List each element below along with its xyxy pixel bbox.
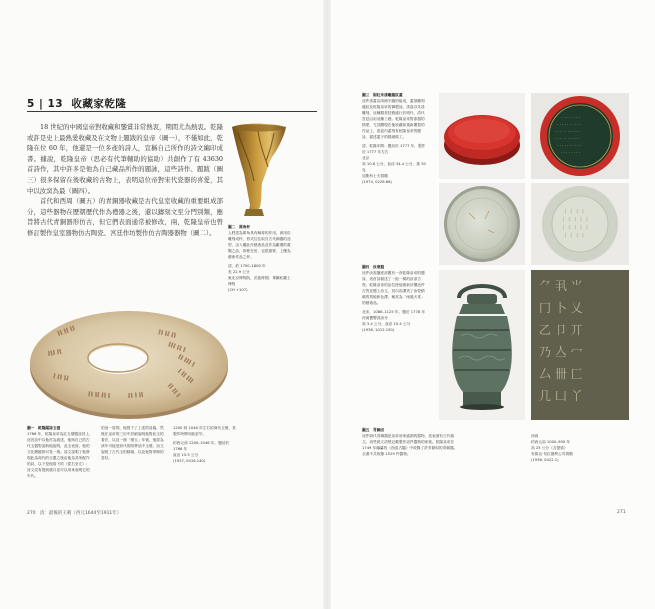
section-heading: [27, 96, 126, 111]
rhino-horn-cup-image: [228, 121, 288, 218]
fig5-caption-period: 西周: [531, 434, 539, 438]
svg-text:‖ ‖‖ ‖‖‖: ‖ ‖‖ ‖‖‖: [176, 367, 195, 385]
body-text: [27, 122, 223, 239]
section-number: 5 | 13: [27, 98, 64, 110]
fig3-caption-museum: 加斯科士夫捐贈: [362, 174, 388, 178]
fig5-caption-col1: [362, 427, 458, 457]
jade-bi-disc-image: [28, 305, 230, 422]
section-title: 收藏家乾隆: [71, 98, 127, 110]
svg-text:· · · · · · · · · ·: · · · · · · · · · ·: [557, 143, 582, 148]
left-running-footer: 清：最後的王朝（西元1644至1911年）: [39, 511, 122, 516]
fig1-caption-col2: [101, 425, 167, 461]
fig3-caption-size: 高 10.8 公分，直徑 34.4 公分，重 30 克: [362, 162, 426, 172]
svg-text:· · · · · · · · · ·: · · · · · · · · · ·: [555, 136, 580, 141]
svg-text:· · · · · · · · · ·: · · · · · · · · · ·: [557, 122, 582, 127]
bronze-inscription-image: [531, 270, 629, 420]
fig1-caption-title: 圖一 乾隆題詩玉璧: [27, 426, 61, 430]
fig2-caption: [228, 224, 294, 293]
svg-text:‖‖ ‖‖ ‖‖: ‖‖ ‖‖ ‖‖: [56, 325, 76, 337]
fig5-caption-date: 約西元前 1000–900 年: [531, 440, 571, 444]
body-paragraph-1: 18 世紀的中國皇帝對收藏和鑒賞非常熱衷，期間尤為熱衷。乾隆或許是史上最熱愛收藏及在文物上題跋的皇帝（圖一），不僅如此，乾隆在位 60 年，他還是一位多產的詩人，宣稱自己所作的詩文編印成書。據說，乾隆皇帝（思必有代筆輔助的協助）共創作了有 43630 首詩作，其中許多是他為自己藏品所作的題詠，這些詩作、題跋（圖三）很多保留在後收藏的古物上，表明這位帝對宋代瓷器的喜愛，其中以汝窯為最（圖四）。: [27, 123, 223, 195]
svg-text:冂 卜 乂: 冂 卜 乂: [539, 301, 583, 315]
left-page-number: 270: [27, 511, 36, 516]
svg-text:‖ ‖‖ ‖‖: ‖ ‖‖ ‖‖: [52, 373, 70, 382]
svg-text:乃 亼 冖: 乃 亼 冖: [539, 345, 583, 359]
ru-dish-base-inscription-image: [531, 183, 629, 265]
fig4-caption-acc: (1936, 1012.150): [362, 328, 395, 332]
ru-ware-dish-image: [439, 183, 525, 265]
svg-text:‖‖ ‖‖‖ ‖: ‖‖ ‖‖‖ ‖: [177, 353, 196, 368]
fig4-caption-text: 這件汝窯盤底部題有一首乾隆皇帝的題詩，這首詩描述了一組一樣的汝窯古瓷。乾隆皇帝的品位使他重新評價這件古瓷並題上詩文，其內容讚美了汝瓷精緻的質地和色澤，稱其為「雨過天青」的藝術品。: [362, 271, 425, 305]
lacquer-lid-inscription-image: [531, 93, 629, 179]
fig3-caption-date: 清，乾隆年間：題詩於 1777 年，製作於 1777 年左右: [362, 144, 426, 154]
svg-text:· · · · · · · ·: · · · · · · · ·: [561, 150, 581, 155]
fig1-caption-size: 直徑 15.5 公分: [173, 453, 199, 457]
svg-text:⺈ 丮 ⺌: ⺈ 丮 ⺌: [539, 279, 583, 293]
fig3-caption-text: 這件漆蓋由兩個半圓形組成，蓋頂雕刻龍紋及乾隆皇帝的御製詩。漆盒以朱漆雕刻，這種精美技藝盛行於明代，清代宮廷沿用這種工藝。乾隆皇帝對漆器的熱愛，尤其體現在他收藏和重新題寫的作品上，漆盒內蓋刻有乾隆皇帝的題詩，描述蓋子的精細做工。: [362, 99, 425, 139]
fig5-caption-size: 高 25 公分（含提梁）: [531, 446, 568, 450]
fig4-caption-place: 河南寶豐清涼寺: [362, 316, 388, 320]
svg-text:‖‖ ‖ ‖‖: ‖‖ ‖ ‖‖: [127, 391, 144, 399]
fig1-caption-text-3: 1200 到 1046 年左右的商代玉璧，其製作時間可能更早。: [173, 426, 236, 436]
fig1-caption-text-2: 的這一原則，他寫下了上述的詩篇，然後在皇帝的三臣中詳細說明他對此玉的看法，以及一個「璧玉」年號，他認為該年可能是前代的陪葬品中玉璧。詩文說明了古代玉的精細，以及他對形制的喜好。: [101, 426, 164, 460]
bronze-you-vessel-image: [439, 270, 525, 420]
fig4-caption-date: 北宋，1086–1125 年，題於 1778 年: [362, 310, 426, 314]
fig5-caption-text: 這件商代青銅器是皇帝用來盛酒的器物，其表面有古代銘文。這些銘文清楚記載製作這件器物的家族。乾隆皇帝在 1749 年編纂的《西清古鑑》中收錄了許多類似的青銅器。全書中共收錄 1529 件器物。: [362, 434, 458, 456]
svg-text:‖‖ ‖‖ ‖: ‖‖ ‖‖ ‖: [166, 382, 182, 399]
fig4-caption: [362, 264, 428, 333]
fig1-caption-acc: (1937, 0416.140): [173, 459, 206, 463]
svg-text:厶 卌 匚: 厶 卌 匚: [539, 367, 583, 381]
book-gutter: [323, 0, 331, 609]
fig3-caption: [362, 92, 428, 185]
fig2-caption-museum: 東北京博物院，沃茲時期，專屬私藏土博物: [228, 276, 291, 286]
fig5-caption-title: 圖五 青銅卣: [362, 428, 385, 432]
fig2-caption-acc: (CH +107): [228, 288, 248, 292]
svg-text:· · · · · · · ·: · · · · · · · ·: [561, 115, 581, 120]
lacquer-box-closed-image: [439, 93, 525, 179]
fig1-caption-date: 約西元前 1200–1046 年，題詩於 1766 年: [173, 441, 230, 451]
svg-text:‖‖‖ ‖‖ ‖: ‖‖‖ ‖‖ ‖: [167, 341, 187, 354]
left-footer: [27, 510, 121, 516]
svg-text:丨 丨 丨 丨 丨: 丨 丨 丨 丨 丨: [561, 218, 590, 223]
svg-text:‖‖‖ ‖‖: ‖‖‖ ‖‖: [47, 348, 63, 357]
right-footer: [617, 510, 626, 515]
fig2-caption-text: 人們認為犀角具有解毒的作用，被用於雕刻成杯，形式往往取自古代銅器的造型，由入雕此作藝術品及作為獻禮的賞賜之品，即使在世，也很重要、上擺為藝術作品之杯。: [228, 231, 291, 259]
fig2-caption-date: 清，約 1700–1800 年: [228, 264, 266, 268]
svg-text:· · · · · · · · · ·: · · · · · · · · · ·: [555, 129, 580, 134]
fig1-caption-text-1: 1766 年，乾隆皇帝為紅玉璧題詩其上，這首詩中以他作為敘述，他與自己的古代玉器對話般地說明，此玉表面，他的文化興趣即可見一斑。詩文說明了他發現此為周代的玉器之後由他為其所配作的詩，以下是他寫下的（從右至左）：詩文沒有提到歲月並可以用來表明它的年代。: [27, 432, 93, 478]
fig2-caption-size: 長 22.9 公分: [228, 270, 250, 274]
svg-text:丨 丨 丨 丨: 丨 丨 丨 丨: [563, 210, 586, 215]
fig4-caption-size: 高 3.4 公分，直徑 15.4 公分: [362, 322, 411, 326]
fig1-caption-col1: [27, 425, 93, 479]
fig3-caption-place: 北京: [362, 156, 370, 160]
svg-text:丨 丨 丨 丨 丨: 丨 丨 丨 丨 丨: [561, 226, 590, 231]
svg-text:乙 卩 丌: 乙 卩 丌: [539, 323, 583, 337]
fig4-caption-title: 圖四 汝窯盤: [362, 265, 385, 269]
section-rule: [27, 111, 317, 112]
svg-text:‖‖ ‖‖ ‖‖ ‖: ‖‖ ‖‖ ‖‖ ‖: [87, 391, 111, 399]
fig5-caption-acc: (1936, 0422.1): [531, 458, 559, 462]
svg-text:几 凵 丫: 几 凵 丫: [539, 389, 583, 403]
fig3-caption-title: 圖三 剔紅朱漆雕龍紋蓋: [362, 93, 403, 97]
svg-text:‖‖ ‖‖ ‖‖: ‖‖ ‖‖ ‖‖: [157, 329, 177, 339]
fig1-caption-col3: [173, 425, 239, 464]
fig2-caption-title: 圖二 犀角杯: [228, 225, 251, 229]
right-page-number: 271: [617, 510, 626, 515]
fig5-caption-museum: 布魯克·布拉德利公司捐贈: [531, 452, 573, 456]
body-paragraph-2: 首代和西周（圖五）的青銅器收藏是古代皇室收藏的重要組成部分，這些器物在歷朝歷代作為禮器之後，還以鑄刻文至分門別類，應旨將古代青銅器形仿古，但它們表面通常被修改，兩，乾隆皇帝也曾修訂製作皇室器物仿古陶瓷、宮廷作坊製作仿古陶器器物（圖二）。: [27, 197, 223, 237]
svg-text:丨 丨 丨 丨: 丨 丨 丨 丨: [563, 234, 586, 239]
fig5-caption-col2: [531, 433, 627, 463]
fig3-caption-acc: (1974, 0226.66): [362, 180, 392, 184]
